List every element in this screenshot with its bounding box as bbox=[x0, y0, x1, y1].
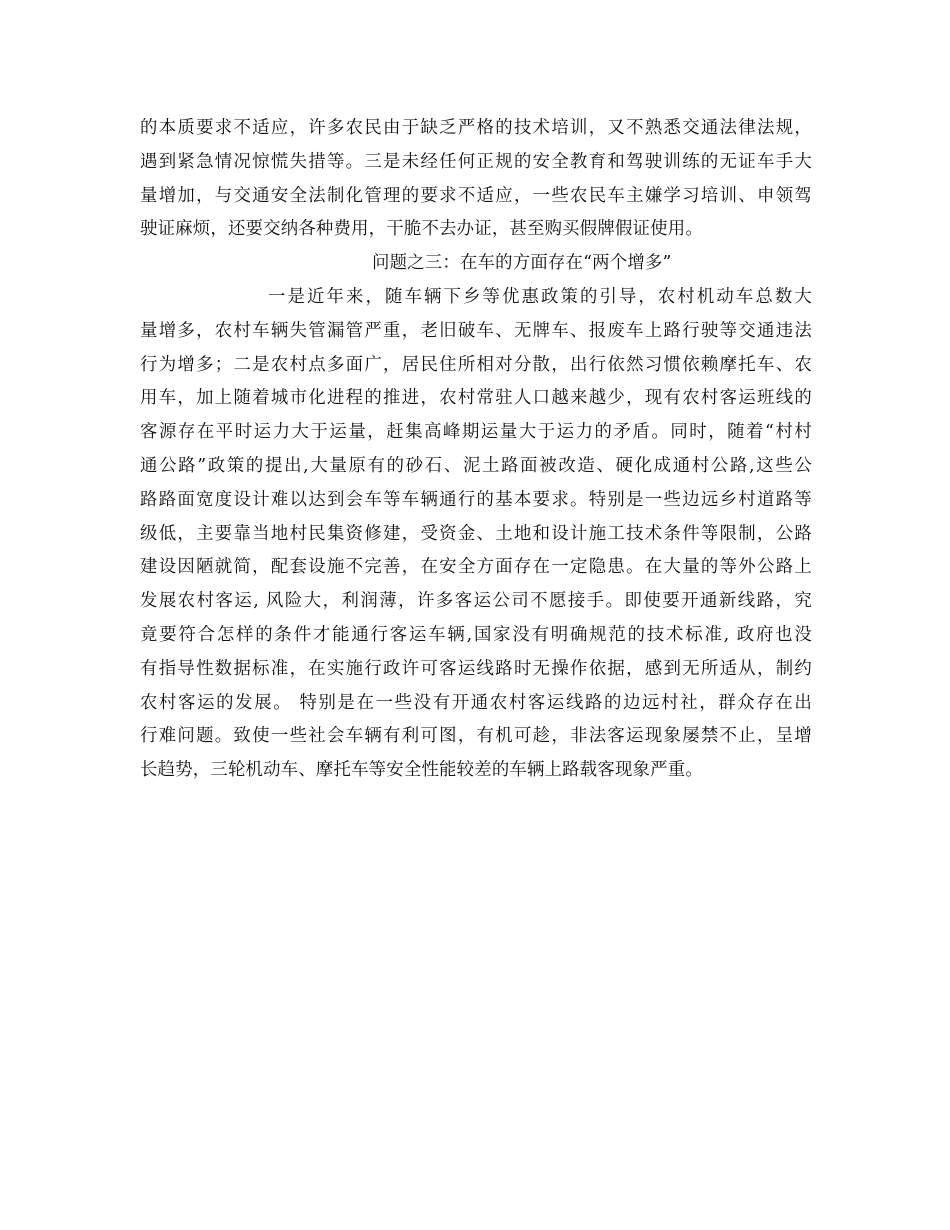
paragraph-1-line: 驶证麻烦，还要交纳各种费用，干脆不去办证，甚至购买假牌假证使用。 bbox=[140, 219, 703, 240]
paragraph-2-line: 通公路”政策的提出,大量原有的砂石、泥土路面被改造、硬化成通村公路,这些公 bbox=[140, 455, 812, 476]
paragraph-2-line: 量增多，农村车辆失管漏管严重，老旧破车、无牌车、报废车上路行驶等交通违法 bbox=[140, 320, 812, 341]
paragraph-1 bbox=[140, 112, 812, 247]
section-heading: 问题之三：在车的方面存在“两个增多” bbox=[372, 253, 672, 274]
paragraph-2-line: 级低，主要靠当地村民集资修建，受资金、土地和设计施工技术条件等限制，公路 bbox=[140, 523, 812, 544]
paragraph-2-line: 一是近年来，随车辆下乡等优惠政策的引导，农村机动车总数大 bbox=[268, 286, 812, 307]
body-text bbox=[140, 112, 812, 788]
paragraph-2-line: 有指导性数据标准，在实施行政许可客运线路时无操作依据，感到无所适从，制约 bbox=[140, 658, 812, 679]
paragraph-2-line: 行难问题。致使一些社会车辆有利可图，有机可趁，非法客运现象屡禁不止，呈增 bbox=[140, 726, 812, 747]
paragraph-2-line: 客源存在平时运力大于运量，赶集高峰期运量大于运力的矛盾。同时，随着“村村 bbox=[140, 422, 812, 443]
paragraph-1-line: 量增加，与交通安全法制化管理的要求不适应，一些农民车主嫌学习培训、申领驾 bbox=[140, 185, 812, 206]
paragraph-1-line: 遇到紧急情况惊慌失措等。三是未经任何正规的安全教育和驾驶训练的无证车手大 bbox=[140, 151, 812, 172]
paragraph-2 bbox=[140, 281, 812, 788]
paragraph-2-line: 用车，加上随着城市化进程的推进，农村常驻人口越来越少，现有农村客运班线的 bbox=[140, 388, 812, 409]
paragraph-2-line: 发展农村客运, 风险大，利润薄，许多客运公司不愿接手。即使要开通新线路，究 bbox=[140, 591, 812, 612]
paragraph-2-line: 长趋势，三轮机动车、摩托车等安全性能较差的车辆上路载客现象严重。 bbox=[140, 760, 703, 781]
paragraph-2-line: 建设因陋就简，配套设施不完善，在安全方面存在一定隐患。在大量的等外公路上 bbox=[140, 557, 812, 578]
paragraph-2-line: 竟要符合怎样的条件才能通行客运车辆,国家没有明确规范的技术标准, 政府也没 bbox=[140, 624, 812, 645]
paragraph-1-line: 的本质要求不适应，许多农民由于缺乏严格的技术培训，又不熟悉交通法律法规， bbox=[140, 118, 812, 138]
paragraph-2-line: 行为增多；二是农村点多面广，居民住所相对分散，出行依然习惯依赖摩托车、农 bbox=[140, 354, 812, 375]
paragraph-2-line: 路路面宽度设计难以达到会车等车辆通行的基本要求。特别是一些边远乡村道路等 bbox=[140, 489, 812, 510]
paragraph-2-line: 农村客运的发展。 特别是在一些没有开通农村客运线路的边远村社，群众存在出 bbox=[140, 692, 812, 713]
